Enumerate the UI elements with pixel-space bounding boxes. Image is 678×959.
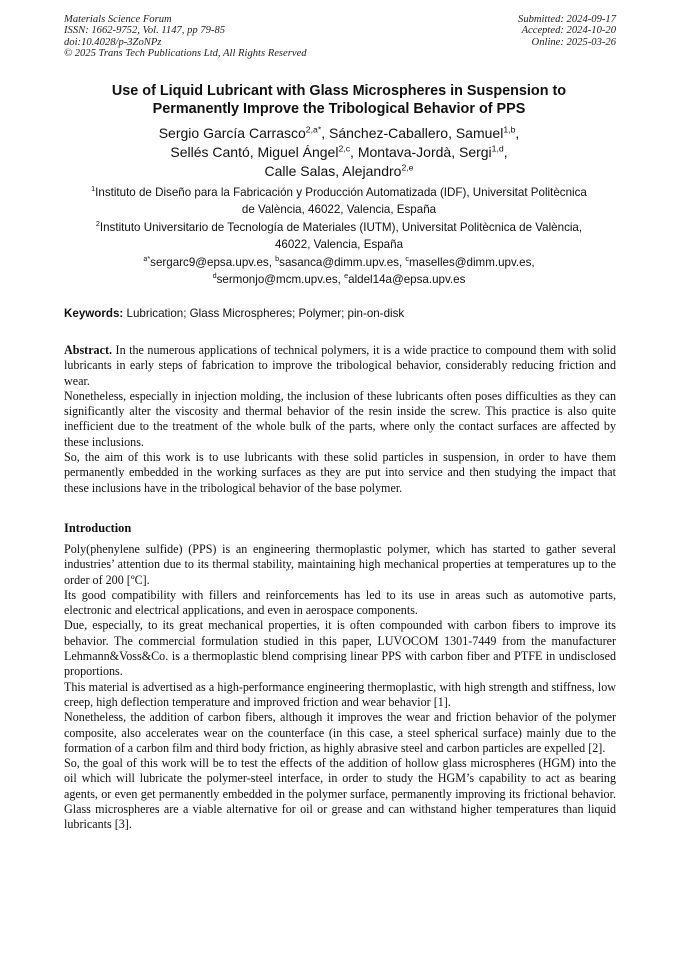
author-affiliation-mark: 2,e [401,162,414,173]
author-affiliation-mark: 1,d [491,143,504,154]
author-name: Sergio García Carrasco [158,125,306,141]
separator: , [321,125,326,141]
separator: , [350,144,354,160]
affiliation-mark: 1 [91,184,96,194]
keywords-label: Keywords: [64,307,124,320]
dates-header [518,14,616,48]
author-affiliation-mark: 1,b [503,124,516,135]
title-line-1: Use of Liquid Lubricant with Glass Microspheres in Suspension to [111,83,567,99]
introduction-paragraph: Due, especially, to its great mechanical properties, it is often compounded with carbon fibers to improve its behavior. The commercial formulation studied in this paper, LUVOCOM 1301-7449 from the manufacturer Lehmann&Voss&Co. is a thermoplastic blend comprising linear PPS with carbon fiber and PTFE in undisclosed proportions. [64,618,616,679]
author-affiliation-mark: 2,c [338,143,351,154]
journal-header [64,14,307,60]
keywords [64,306,616,321]
affiliation-1-line-2: de València, 46022, Valencia, España [241,202,437,216]
affiliation-mark: 2 [95,219,100,229]
authors-line-3 [60,162,618,181]
email-link[interactable]: aldel14a@epsa.upv.es [348,272,466,286]
introduction-body [64,542,616,833]
introduction-paragraph: Poly(phenylene sulfide) (PPS) is an engineering thermoplastic polymer, which has started to gather several industries’ attention due to its thermal stability, maintaining high mechanical properties at temperatures up to the order of 200 [ºC]. [64,542,616,587]
copyright-line: © 2025 Trans Tech Publications Ltd, All Rights Reserved [64,48,307,60]
affiliation-1 [60,185,618,218]
paper-title [60,82,618,118]
submitted-date: Submitted: 2024-09-17 [518,14,616,25]
introduction-paragraph: This material is advertised as a high-performance engineering thermoplastic, with high strength and stiffness, low creep, high deflection temperature and improved friction and wear behavior [1]. [64,679,616,709]
email-mark: d [212,270,217,280]
abstract-text: In the numerous applications of technical polymers, it is a wide practice to compound them with solid lubricants in early steps of fabrication to improve the tribological behavior, considerably reducing friction and wear. [64,343,616,388]
author-name: Montava-Jordà, Sergi [357,144,492,160]
author-name: Calle Salas, Alejandro [264,163,402,179]
emails-line-2 [60,272,618,289]
journal-name: Materials Science Forum [64,14,172,25]
online-date: Online: 2025-03-26 [531,36,616,48]
affiliation-2-line-2: 46022, Valencia, España [274,237,404,251]
author-emails [60,255,618,288]
author-list [60,124,618,181]
affiliation-text: Instituto de Diseño para la Fabricación y Producción Automatizada (IDF), Universitat Politècnica [95,186,587,199]
title-line-2: Permanently Improve the Tribological Behavior of PPS [152,101,526,117]
accepted-date: Accepted: 2024-10-20 [521,25,616,37]
abstract [64,343,616,496]
email-link[interactable]: sasanca@dimm.upv.es, [279,256,403,269]
authors-line-1 [60,124,618,143]
affiliation-text: Instituto Universitario de Tecnología de Materiales (IUTM), Universitat Politècnica de València, [99,221,583,234]
issn-line: ISSN: 1662-9752, Vol. 1147, pp 79-85 [64,25,226,37]
affiliation-1-line-1 [60,185,618,202]
email-mark: b [275,254,280,264]
email-link[interactable]: maselles@dimm.upv.es, [409,256,535,269]
section-heading-introduction: Introduction [64,521,132,535]
separator: , [515,125,520,141]
separator: , [503,144,508,160]
abstract-label: Abstract. [64,343,113,357]
email-mark: a* [143,254,151,264]
author-affiliation-mark: 2,a* [305,124,322,135]
author-name: Sánchez-Caballero, Samuel [329,125,504,141]
author-name: Sellés Cantó, Miguel Ángel [170,144,339,160]
email-link[interactable]: sergarc9@epsa.upv.es, [150,256,272,269]
introduction-paragraph: Nonetheless, the addition of carbon fibers, although it improves the wear and friction behavior of the polymer composite, also accelerates wear on the counterface (in this case, a steel spherical surface) mainly due to the formation of a carbon film and third body friction, as highly abrasive steel and carbon particles are expelled [2]. [64,710,616,755]
abstract-paragraph [64,343,616,389]
affiliation-2-line-1 [60,220,618,237]
email-mark: e [344,270,349,280]
introduction-paragraph: Its good compatibility with fillers and reinforcements has led to its use in areas such as automotive parts, electronic and electrical applications, and even in aerospace components. [64,587,616,618]
abstract-paragraph: Nonetheless, especially in injection molding, the inclusion of these lubricants often poses difficulties as they can significantly alter the viscosity and thermal behavior of the resin inside the screw. This practice is also quite inefficient due to the treatment of the whole bulk of the parts, where only the contact surfaces are affected by these inclusions. [64,388,616,449]
affiliation-2 [60,220,618,253]
introduction-paragraph: So, the goal of this work will be to test the effects of the addition of hollow glass microspheres (HGM) into the oil which will lubricate the polymer-steel interface, in order to study the HGM’s capability to act as bearing agents, or even get permanently embedded in the polymer surface, permanently improving its frictional behavior. Glass microspheres are a viable alternative for oil or grease and can withstand higher temperatures than liquid lubricants [3]. [64,756,616,832]
doi-line: doi:10.4028/p-3ZoNPz [64,36,162,48]
authors-line-2 [60,143,618,162]
abstract-paragraph: So, the aim of this work is to use lubricants with these solid particles in suspension, in order to have them permanently embedded in the working surfaces as they are put into service and then studying the impact that these inclusions have in the tribological behavior of the base polymer. [64,450,616,495]
email-mark: c [405,254,410,264]
keywords-text: Lubrication; Glass Microspheres; Polymer; pin-on-disk [123,307,405,320]
emails-line-1 [60,255,618,272]
email-link[interactable]: sermonjo@mcm.upv.es, [216,272,341,286]
